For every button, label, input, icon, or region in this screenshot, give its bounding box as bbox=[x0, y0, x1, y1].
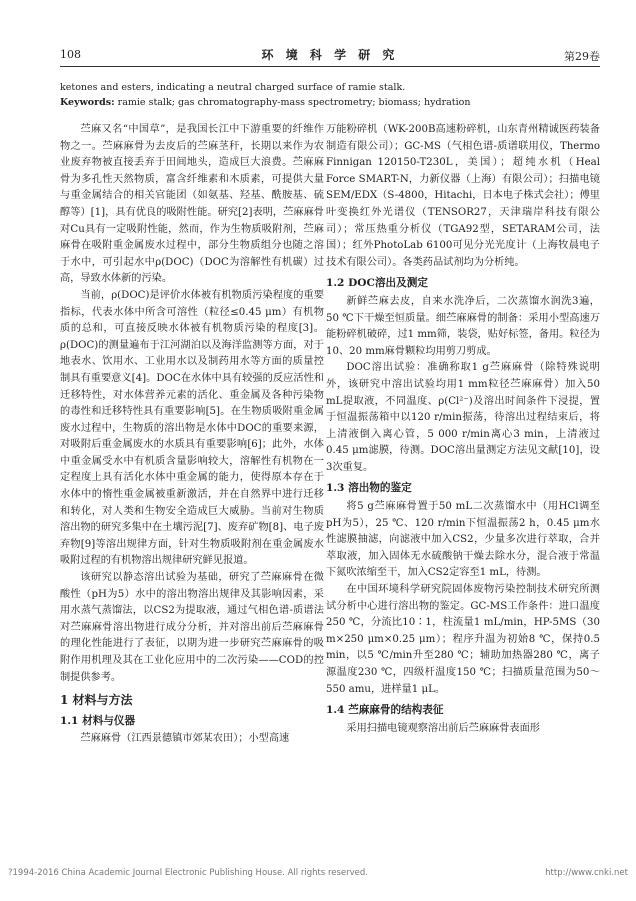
keywords-label: Keywords: bbox=[60, 97, 115, 108]
footer-link[interactable]: http://www.cnki.net bbox=[545, 868, 628, 878]
journal-title: 环 境 科 学 研 究 bbox=[261, 48, 399, 62]
left-column bbox=[60, 122, 324, 748]
intro-paragraph-2: 当前，ρ(DOC)是评价水体被有机物质污染程度的重要指标，代表水体中所含可溶性（粒径≤0.45 μm）有机物质的总和，可直接反映水体被有机物质污染的程度[3]。ρ(DOC)的测量遍布于江河湖泊以及海洋监测等方面，对于地表水、饮用水、工业用水以及制药用水等方面的质量控制具有重要意义[4]。DOC在水体中具有较强的反应活性和迁移特性，对水体营养元素的活化、重金属及各种污染物的毒性和迁移特性具有重要影响[5]。在生物质吸附重金属废水过程中，生物质的溶出物是水体中DOC的重要来源，对吸附后重金属废水的水质具有重要影响[6]；此外，水体中重金属受水中有机质含量影响较大，溶解性有机物在一定程度上具有活化水体中重金属的能力，使得原本存在于水体中的惰性重金属被重新激活，并在自然界中进行迁移和转化，对人类和生物安全造成巨大威胁。当前对生物质溶出物的研究多集中在土壤污泥[7]、废弃矿物[8]、电子废弃物[9]等溶出规律方面，针对生物质吸附剂在重金属废水吸附过程的有机物溶出规律研究鲜见报道。 bbox=[60, 289, 324, 567]
running-header bbox=[60, 46, 600, 67]
section-1-heading: 1 材料与方法 bbox=[60, 693, 133, 708]
section-1-2-heading: 1.2 DOC溶出及测定 bbox=[326, 277, 428, 290]
intro-paragraph-1: 苎麻又名“中国草”，是我国长江中下游重要的纤维作物之一。苎麻麻骨为去皮后的苎麻茎秆，长期以来作为农业废弃物被直接丢弃于田间地头，造成巨大浪费。苎麻麻骨为多孔性天然物质，富含纤维素和木质素，可提供大量与重金属结合的相关官能团（如氨基、羟基、酰胺基、硫醇等）[1]，具有优良的吸附性能。研究[2]表明，苎麻麻骨对Cu具有一定吸附性能，然而，作为生物质吸附剂，苎麻麻骨在吸附重金属废水过程中，部分生物质组分也随之溶于水中，可引起水中ρ(DOC)（DOC为溶解性有机碳）过高，导致水体新的污染。 bbox=[60, 124, 324, 285]
section-1-1-heading: 1.1 材料与仪器 bbox=[60, 714, 136, 727]
copyright-notice: ?1994-2016 China Academic Journal Electronic Publishing House. All rights reserved. bbox=[8, 868, 368, 878]
keywords-line bbox=[60, 95, 600, 110]
section-1-2-paragraph-2: DOC溶出试验：准确称取1 g苎麻麻骨（除特殊说明外，该研究中溶出试验均用1 mm粒径苎麻麻骨）加入50 mL提取液，不同温度、ρ(Cl²⁻)及溶出时间条件下浸提，置于恒温振荡箱中以120 r/min振荡，待溶出过程结束后，将上清液倒入离心管，5 000 r/min离心3 min，上清液过0.45 μm滤膜，待测。DOC溶出量测定方法见文献[10]，设3次重复。 bbox=[326, 362, 600, 473]
page-footer bbox=[8, 868, 628, 882]
section-1-3-paragraph-1: 将5 g苎麻麻骨置于50 mL二次蒸馏水中（用HCl调至pH为5），25 ℃、120 r/min下恒温振荡2 h，0.45 μm水性滤膜抽滤，向滤液中加入CS2，少量多次进行萃取，合并萃取液，加入固体无水硫酸钠干燥去除水分，混合液于常温下氮吹浓缩至干，加入CS2定容至1 mL，待测。 bbox=[326, 501, 600, 579]
section-1-3-heading: 1.3 溶出物的鉴定 bbox=[326, 482, 412, 495]
section-1-2-paragraph-1: 新鲜苎麻去皮，自来水洗净后，二次蒸馏水润洗3遍，50 ℃下干燥至恒质量。细苎麻麻骨的制备：采用小型高速万能粉碎机破碎，过1 mm筛，装袋，贴好标签，备用。粒径为10、20 mm麻骨颗粒均用剪刀剪成。 bbox=[326, 295, 600, 357]
abstract-last-line: ketones and esters, indicating a neutral charged surface of ramie stalk. bbox=[60, 82, 406, 93]
section-1-4-paragraph: 采用扫描电镜观察溶出前后苎麻麻骨表面形 bbox=[346, 722, 540, 734]
abstract-tail bbox=[60, 80, 600, 110]
section-1-4-heading: 1.4 苎麻麻骨的结构表征 bbox=[326, 704, 444, 717]
section-1-1-paragraph: 苎麻麻骨（江西景德镇市郊某农田）；小型高速 bbox=[80, 733, 290, 745]
section-1-3-paragraph-2: 在中国环境科学研究院固体废物污染控制技术研究所测试分析中心进行溶出物的鉴定。GC-MS工作条件：进口温度250 ℃，分流比10∶1，柱流量1 mL/min，HP-5MS（30 m×250 μm×0.25 μm）；程序升温为初始8 ℃，保持0.5 min，以5 ℃/min升至280 ℃；辅助加热器280 ℃，离子源温度230 ℃，四级杆温度150 ℃；扫描质量范围为50～550 amu，进样量1 μL。 bbox=[326, 584, 600, 695]
volume-label: 第29卷 bbox=[564, 50, 600, 63]
page-number: 108 bbox=[60, 48, 81, 61]
intro-paragraph-3: 该研究以静态溶出试验为基础，研究了苎麻麻骨在微酸性（pH为5）水中的溶出物溶出规律及其影响因素，采用水蒸气蒸馏法，以CS2为提取液，通过气相色谱-质谱法对苎麻麻骨溶出物进行成分分析，并对溶出前后苎麻麻骨的理化性能进行了表征，以期为进一步研究苎麻麻骨的吸附作用机理及其在工业化应用中的二次污染——COD的控制提供参考。 bbox=[60, 572, 324, 683]
keywords-text: ramie stalk; gas chromatography-mass spectrometry; biomass; hydration bbox=[117, 97, 471, 108]
right-column bbox=[326, 122, 600, 737]
instruments-paragraph: 万能粉碎机（WK-200B高速粉碎机，山东青州精诚医药装备制造有限公司）；GC-MS（气相色谱-质谱联用仪，Thermo Finnigan 120150-T230L，美国）；超纯水机（Heal Force SMART-N，力新仪器（上海）有限公司）；扫描电镜SEM/EDX（S-4800，Hitachi，日本电子株式会社）；傅里叶变换红外光谱仪（TENSOR27，天津瑞岸科技有限公司）；常压热重分析仪（TGA92型，SETARAM公司，法国）；红外PhotoLab 6100可见分光光度计（上海牧晨电子技术有限公司）。各类药品试剂均为分析纯。 bbox=[326, 124, 600, 268]
